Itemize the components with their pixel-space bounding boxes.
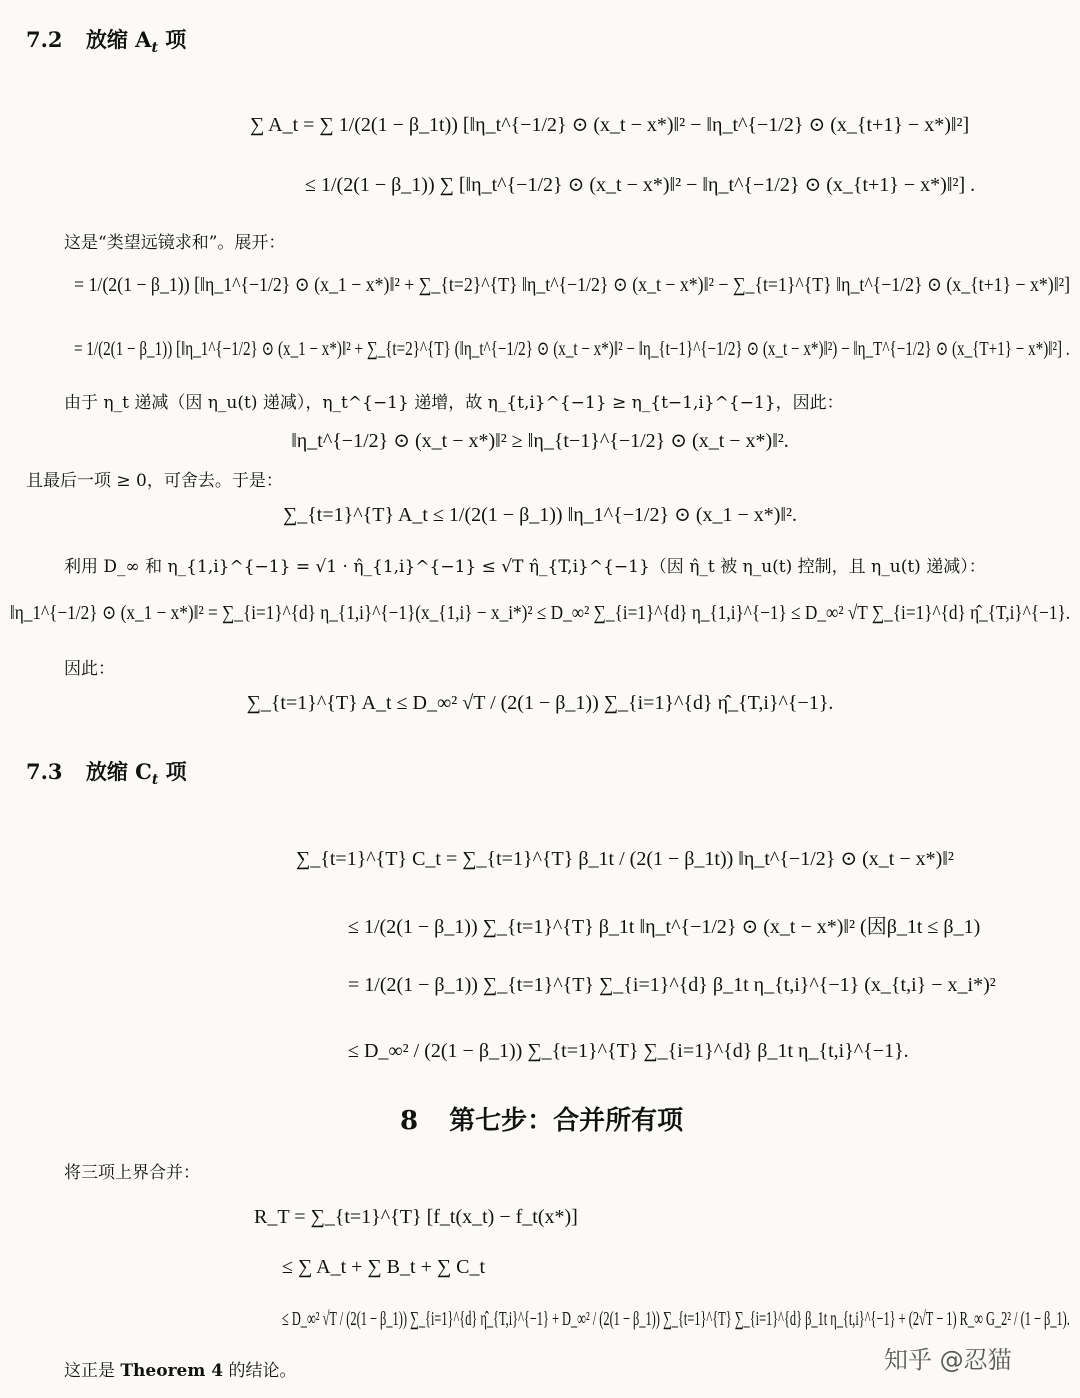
paragraph-therefore: 因此： [64, 659, 115, 679]
paragraph-decrease: 由于 η_t 递减（因 η_u(t) 递减），η_t^{−1} 递增，故 η_{t,i}^{−1} ≥ η_{t−1,i}^{−1}，因此： [64, 393, 844, 413]
section-number: 7.2 [26, 27, 63, 52]
equation-rt-line2: ≤ ∑ A_t + ∑ B_t + ∑ C_t [282, 1256, 485, 1278]
section-title-suffix: 项 [157, 27, 187, 52]
equation-ct-line4: ≤ D_∞² / (2(1 − β_1)) ∑_{t=1}^{T} ∑_{i=1}^{d} β_1t η_{t,i}^{−1}. [348, 1040, 909, 1062]
equation-ct-line1: ∑_{t=1}^{T} C_t = ∑_{t=1}^{T} β_1t / (2(1 − β_1t)) ‖η_t^{−1/2} ⊙ (x_t − x*)‖² [296, 848, 954, 870]
conclusion-suffix: 的结论。 [223, 1361, 297, 1381]
equation-at-bound: ∑_{t=1}^{T} A_t ≤ 1/(2(1 − β_1)) ‖η_1^{−1/2} ⊙ (x_1 − x*)‖². [282, 504, 798, 526]
section-title-suffix: 项 [158, 759, 187, 784]
equation-dinf-bound: ‖η_1^{−1/2} ⊙ (x_1 − x*)‖² = ∑_{i=1}^{d} η_{1,i}^{−1}(x_{1,i} − x_i*)² ≤ D_∞² ∑_{i=1}^{d} η_{1,i}^{−1} ≤ D_∞² √T ∑_{i=1}^{d} η̂_{T,i}^{−1}. [9, 602, 1071, 624]
equation-rt-line1: R_T = ∑_{t=1}^{T} [f_t(x_t) − f_t(x*)] [254, 1206, 578, 1228]
equation-at-sum-line2: ≤ 1/(2(1 − β_1)) ∑ [‖η_t^{−1/2} ⊙ (x_t − x*)‖² − ‖η_t^{−1/2} ⊙ (x_{t+1} − x*)‖²] . [305, 174, 976, 196]
equation-rt-line3: ≤ D_∞² √T / (2(1 − β_1)) ∑_{i=1}^{d} η̂_{T,i}^{−1} + D_∞² / (2(1 − β_1)) ∑_{t=1}^{T} ∑_{i=1}^{d} β_1t η_{t,i}^{−1} + (2√T − 1) R_∞ G_2² / (1 − β_1). [282, 1308, 1070, 1330]
paragraph-use-dinf: 利用 D_∞ 和 η_{1,i}^{−1} = √1 · η̂_{1,i}^{−1} ≤ √T η̂_{T,i}^{−1}（因 η̂_t 被 η_u(t) 控制，且 η_u(t) 递减）： [64, 557, 986, 577]
equation-expand-line1: = 1/(2(1 − β_1)) [‖η_1^{−1/2} ⊙ (x_1 − x*)‖² + ∑_{t=2}^{T} ‖η_t^{−1/2} ⊙ (x_t − x*)‖² − ∑_{t=1}^{T} ‖η_t^{−1/2} ⊙ (x_{t+1} − x*)‖²] [74, 274, 1070, 296]
paragraph-drop-term: 且最后一项 ≥ 0，可舍去。于是： [26, 471, 283, 491]
section-title-sub: t [151, 772, 159, 789]
section-7-2-heading [26, 24, 186, 56]
equation-at-sum-line1: ∑ A_t = ∑ 1/(2(1 − β_1t)) [‖η_t^{−1/2} ⊙ (x_t − x*)‖² − ‖η_t^{−1/2} ⊙ (x_{t+1} − x*)‖²] [250, 114, 970, 136]
section-8-heading [400, 1100, 683, 1137]
section-title-sub: t [151, 40, 158, 57]
paragraph-telescope: 这是“类望远镜求和”。展开： [64, 233, 286, 253]
paragraph-conclusion [64, 1356, 297, 1381]
equation-expand-line2: = 1/(2(1 − β_1)) [‖η_1^{−1/2} ⊙ (x_1 − x*)‖² + ∑_{t=2}^{T} (‖η_t^{−1/2} ⊙ (x_t − x*)‖² − ‖η_{t−1}^{−1/2} ⊙ (x_t − x*)‖²) − ‖η_T^{−1/2} ⊙ (x_{T+1} − x*)‖²] . [74, 338, 1070, 360]
theorem-reference: Theorem 4 [120, 1361, 224, 1381]
zhihu-watermark: 知乎 @忍猫 [884, 1346, 1012, 1374]
equation-ct-line2: ≤ 1/(2(1 − β_1)) ∑_{t=1}^{T} β_1t ‖η_t^{−1/2} ⊙ (x_t − x*)‖² (因β_1t ≤ β_1) [348, 916, 981, 938]
section-7-3-heading [26, 756, 187, 788]
section-title: 放缩 C [85, 759, 152, 784]
section-number: 8 [400, 1106, 419, 1136]
section-title: 放缩 A [85, 27, 152, 52]
equation-at-final: ∑_{t=1}^{T} A_t ≤ D_∞² √T / (2(1 − β_1)) ∑_{i=1}^{d} η̂_{T,i}^{−1}. [246, 692, 834, 714]
conclusion-prefix: 这正是 [64, 1361, 121, 1381]
equation-norm-inequality: ‖η_t^{−1/2} ⊙ (x_t − x*)‖² ≥ ‖η_{t−1}^{−1/2} ⊙ (x_t − x*)‖². [291, 430, 789, 452]
equation-ct-line3: = 1/(2(1 − β_1)) ∑_{t=1}^{T} ∑_{i=1}^{d} β_1t η_{t,i}^{−1} (x_{t,i} − x_i*)² [348, 974, 996, 996]
paragraph-merge: 将三项上界合并： [64, 1163, 200, 1183]
section-number: 7.3 [26, 759, 63, 784]
section-title: 第七步：合并所有项 [449, 1106, 684, 1136]
